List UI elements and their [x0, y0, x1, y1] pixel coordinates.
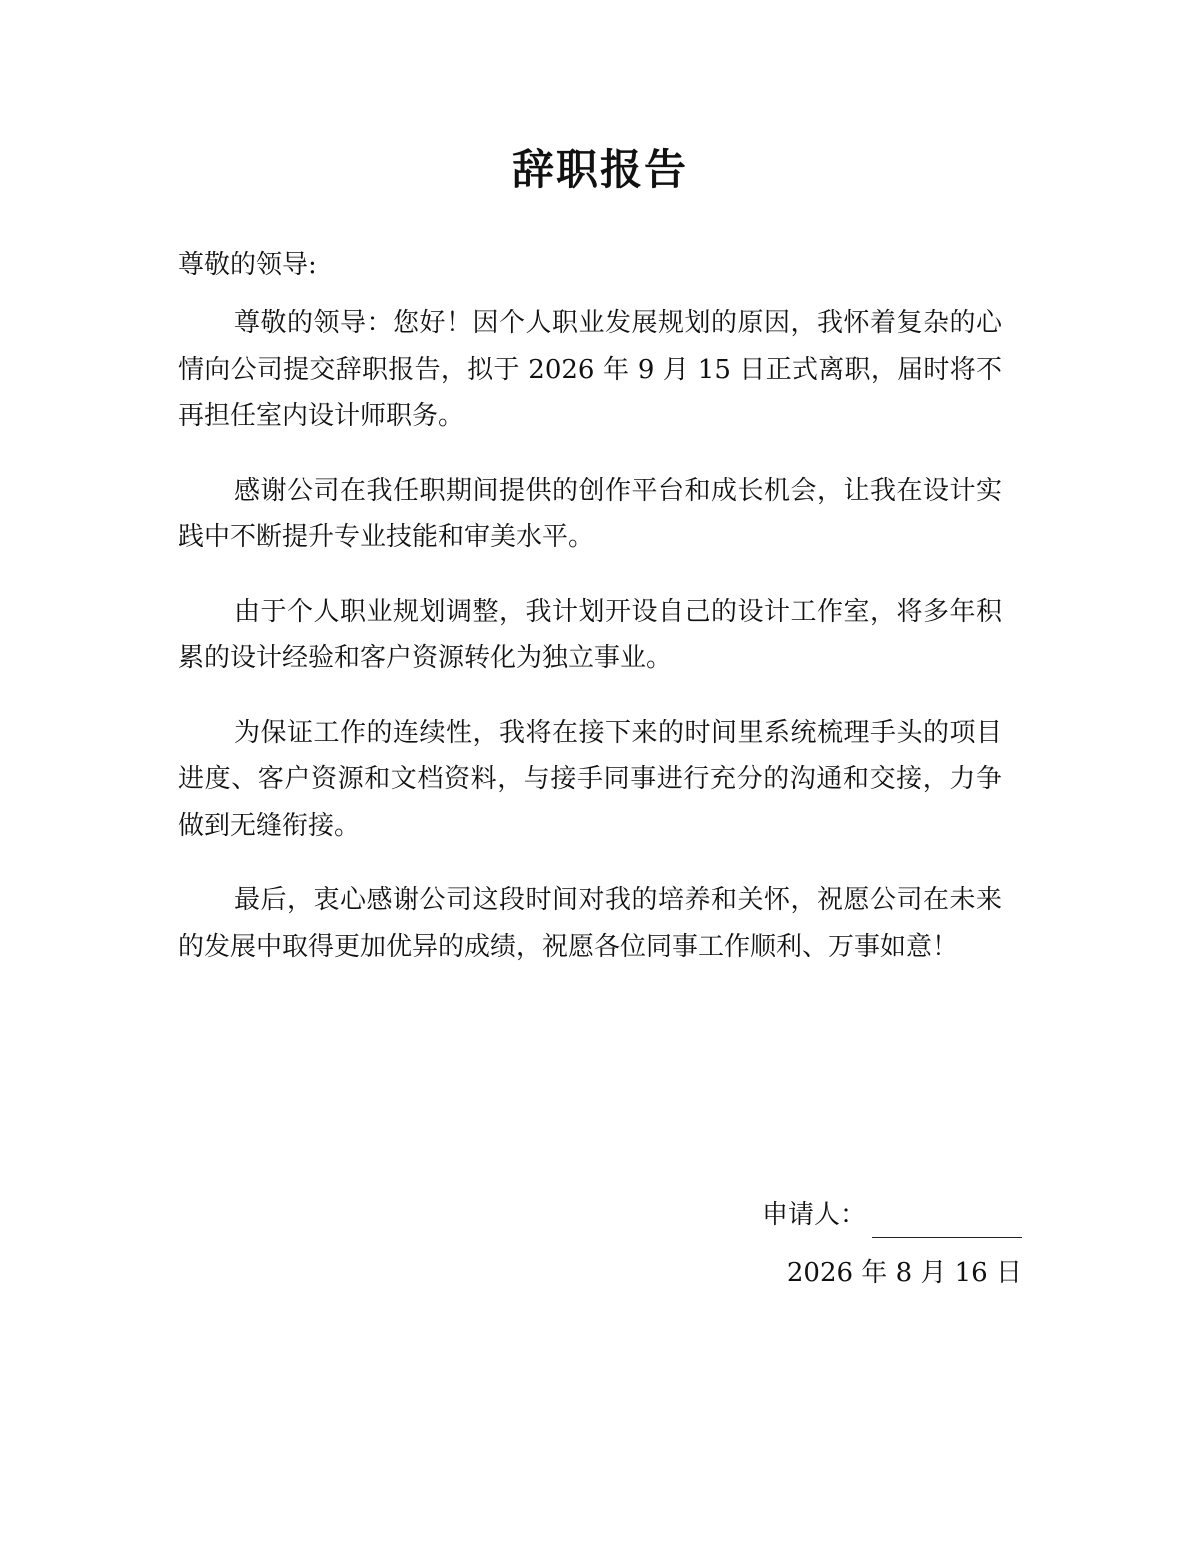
- salutation: 尊敬的领导:: [178, 250, 317, 280]
- paragraph: 感谢公司在我任职期间提供的创作平台和成长机会，让我在设计实践中不断提升专业技能和审美水平。: [178, 475, 1002, 552]
- document-date: 2026 年 8 月 16 日: [786, 1258, 1022, 1288]
- signer-label: 申请人：: [761, 1200, 866, 1230]
- paragraph: 最后，衷心感谢公司这段时间对我的培养和关怀，祝愿公司在未来的发展中取得更加优异的成绩，祝愿各位同事工作顺利、万事如意！: [178, 885, 1002, 962]
- signature-line: [872, 1209, 1022, 1238]
- document-body: [178, 300, 1002, 998]
- signer-block: [762, 1192, 1022, 1238]
- paragraph: 尊敬的领导：您好！因个人职业发展规划的原因，我怀着复杂的心情向公司提交辞职报告，拟于 2026 年 9 月 15 日正式离职，届时将不再担任室内设计师职务。: [178, 308, 1002, 431]
- paragraph: 为保证工作的连续性，我将在接下来的时间里系统梳理手头的项目进度、客户资源和文档资料，与接手同事进行充分的沟通和交接，力争做到无缝衔接。: [178, 717, 1002, 841]
- document-title: 辞职报告: [511, 145, 688, 194]
- paragraph: 由于个人职业规划调整，我计划开设自己的设计工作室，将多年积累的设计经验和客户资源转化为独立事业。: [178, 596, 1002, 673]
